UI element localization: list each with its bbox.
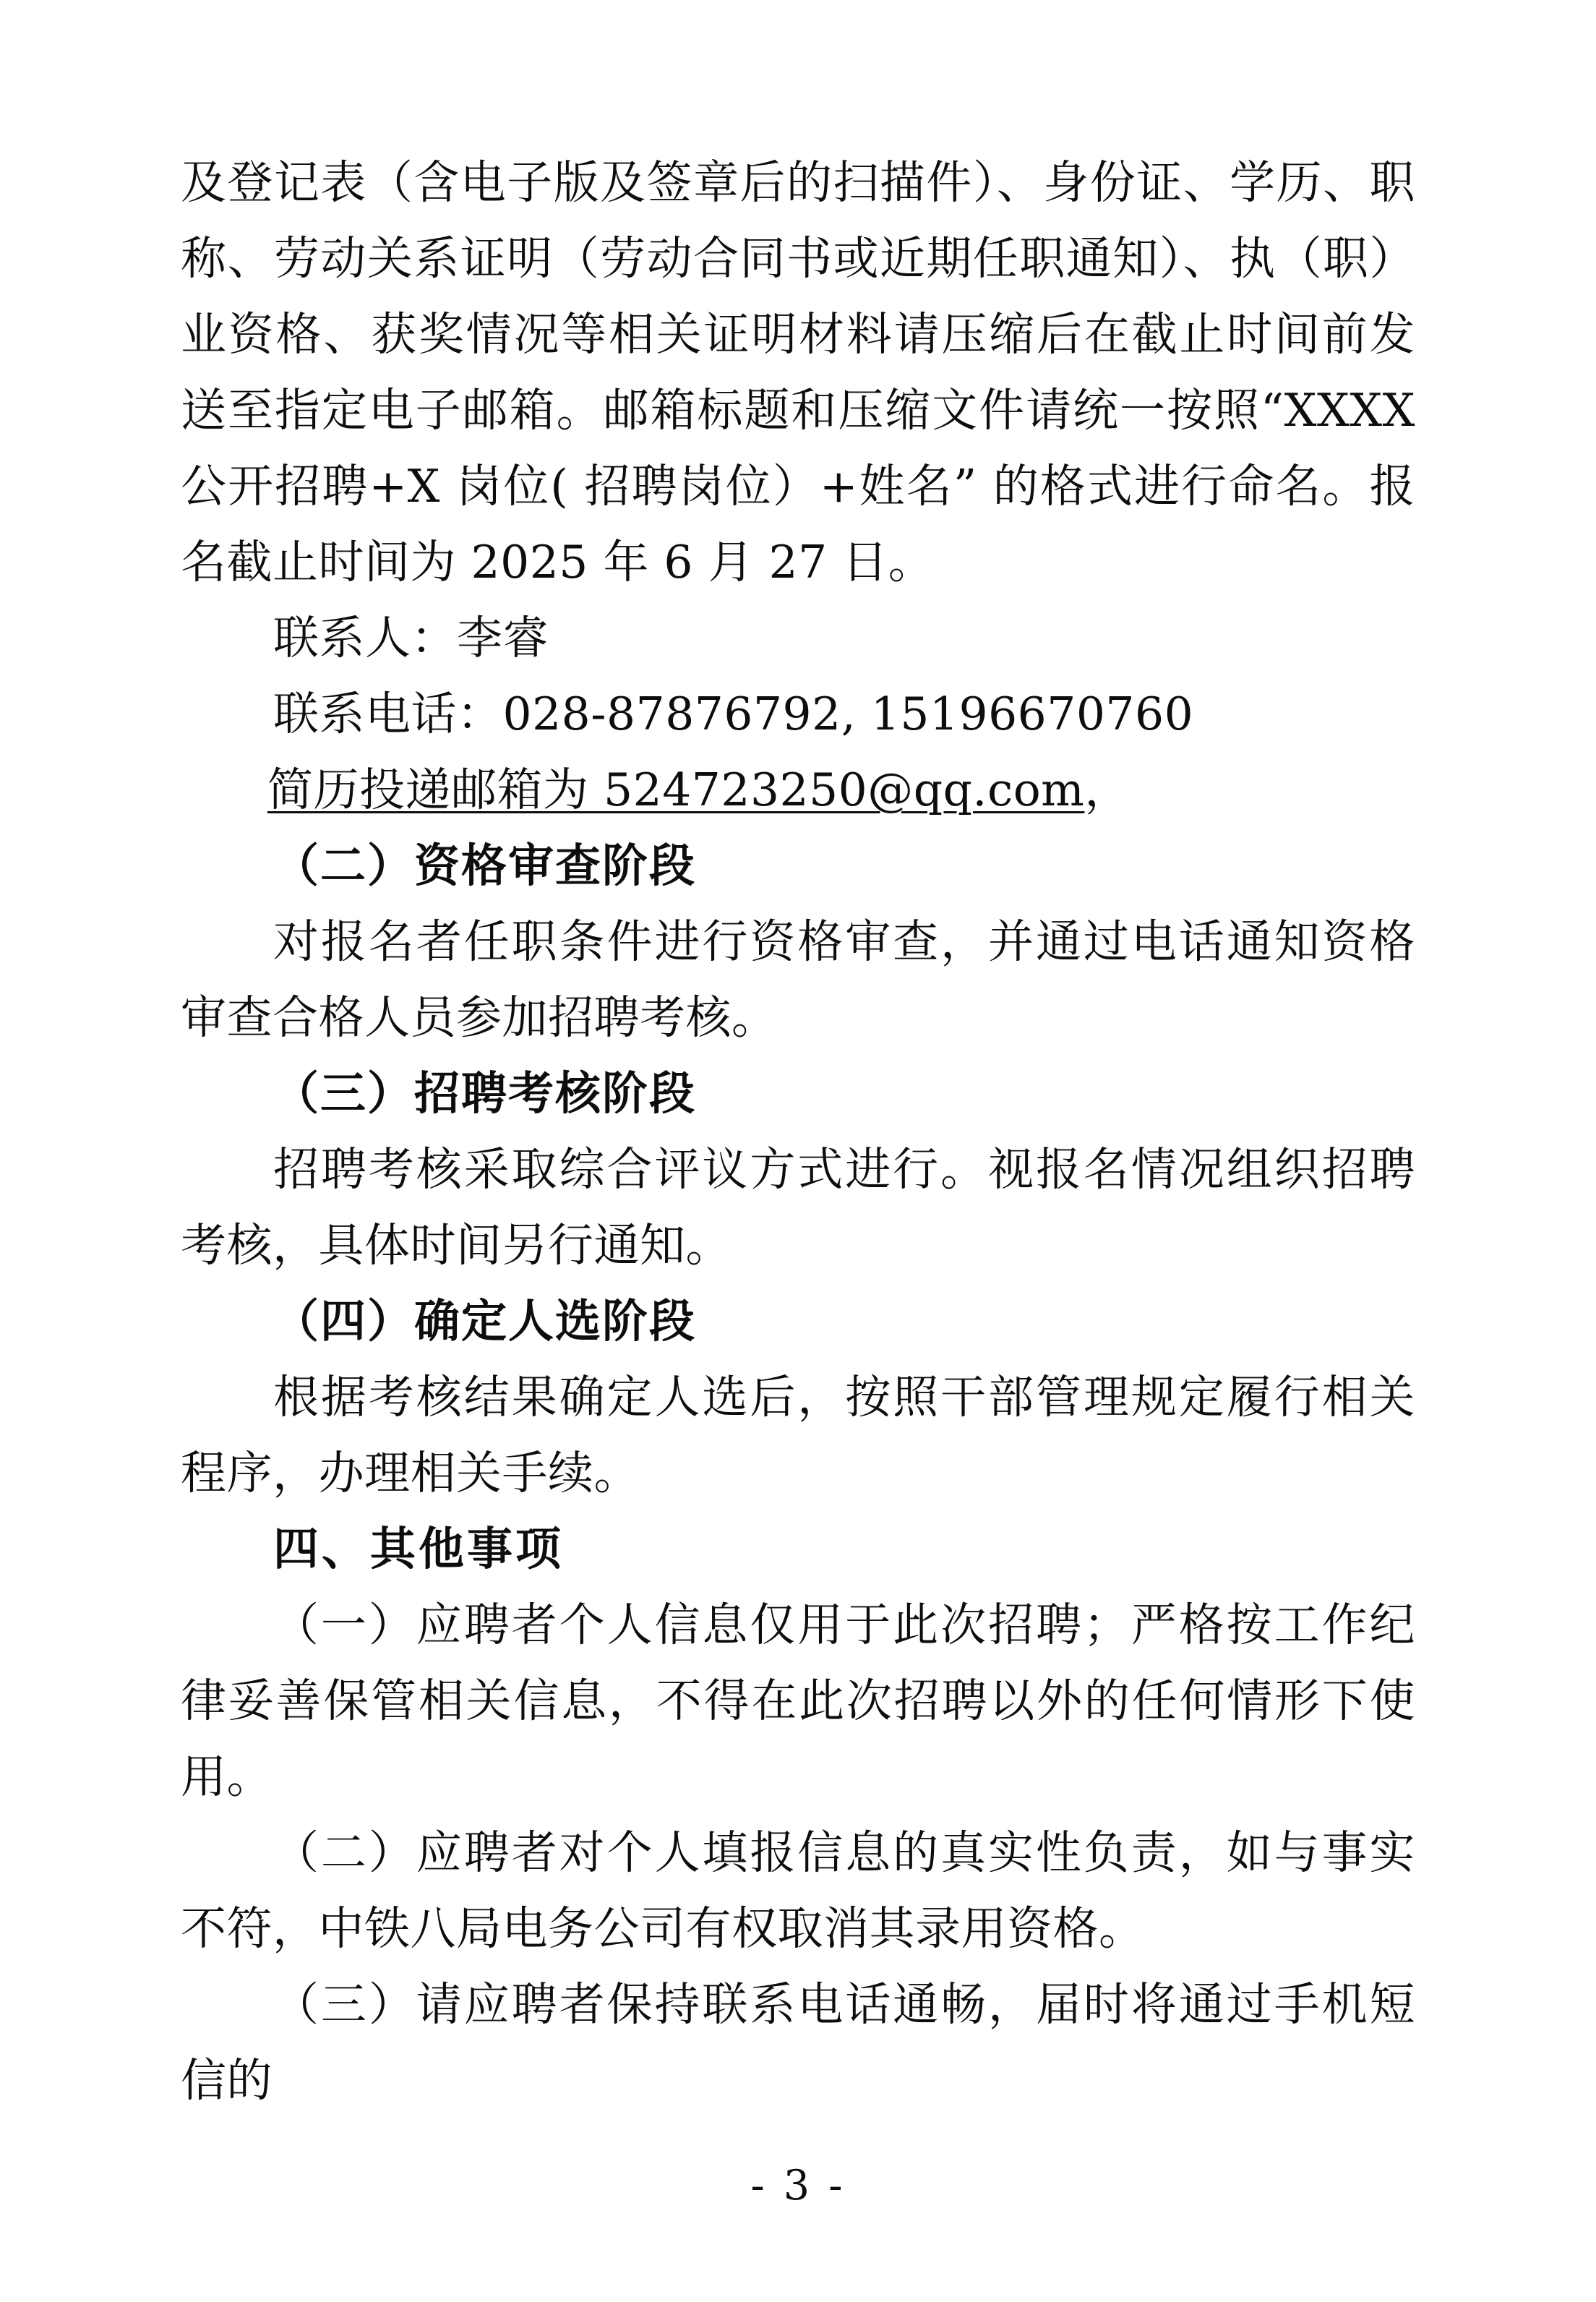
paragraph-other-matters-3: （三）请应聘者保持联系电话通畅，届时将通过手机短信的 xyxy=(181,1978,1415,2107)
document-body xyxy=(181,145,1415,2118)
resume-email-line xyxy=(181,752,1415,828)
paragraph-other-matters-2: （二）应聘者对个人填报信息的真实性负责，如与事实不符，中铁八局电务公司有权取消其录用资格。 xyxy=(181,1826,1415,1955)
heading-qualification-review: （二）资格审查阶段 xyxy=(273,839,696,892)
paragraph-qualification-review: 对报名者任职条件进行资格审查，并通过电话通知资格审查合格人员参加招聘考核。 xyxy=(181,915,1415,1044)
contact-phone-line: 联系电话：028-87876792, 15196670760 xyxy=(273,688,1194,740)
contact-person-line: 联系人：李睿 xyxy=(273,612,549,664)
paragraph-recruitment-assessment: 招聘考核采取综合评议方式进行。视报名情况组织招聘考核，具体时间另行通知。 xyxy=(181,1143,1415,1272)
paragraph-application-materials: 及登记表（含电子版及签章后的扫描件）、身份证、学历、职称、劳动关系证明（劳动合同书或近期任职通知）、执（职）业资格、获奖情况等相关证明材料请压缩后在截止时间前发送至指定电子邮箱。邮箱标题和压缩文件请统一按照“XXXX 公开招聘+X 岗位( 招聘岗位）+姓名” 的格式进行命名。报名截止时间为 2025 年 6 月 27 日。 xyxy=(181,156,1415,589)
resume-email-trailing-comma: ， xyxy=(1084,763,1130,816)
page-number: - 3 - xyxy=(750,2162,846,2209)
resume-email-text: 简历投递邮箱为 524723250@qq.com xyxy=(267,763,1085,816)
heading-other-matters: 四、其他事项 xyxy=(273,1522,564,1575)
heading-candidate-confirmation: （四）确定人选阶段 xyxy=(273,1294,696,1348)
paragraph-candidate-confirmation: 根据考核结果确定人选后，按照干部管理规定履行相关程序，办理相关手续。 xyxy=(181,1371,1415,1499)
paragraph-other-matters-1: （一）应聘者个人信息仅用于此次招聘；严格按工作纪律妥善保管相关信息，不得在此次招聘以外的任何情形下使用。 xyxy=(181,1599,1415,1803)
heading-recruitment-assessment: （三）招聘考核阶段 xyxy=(273,1066,696,1120)
